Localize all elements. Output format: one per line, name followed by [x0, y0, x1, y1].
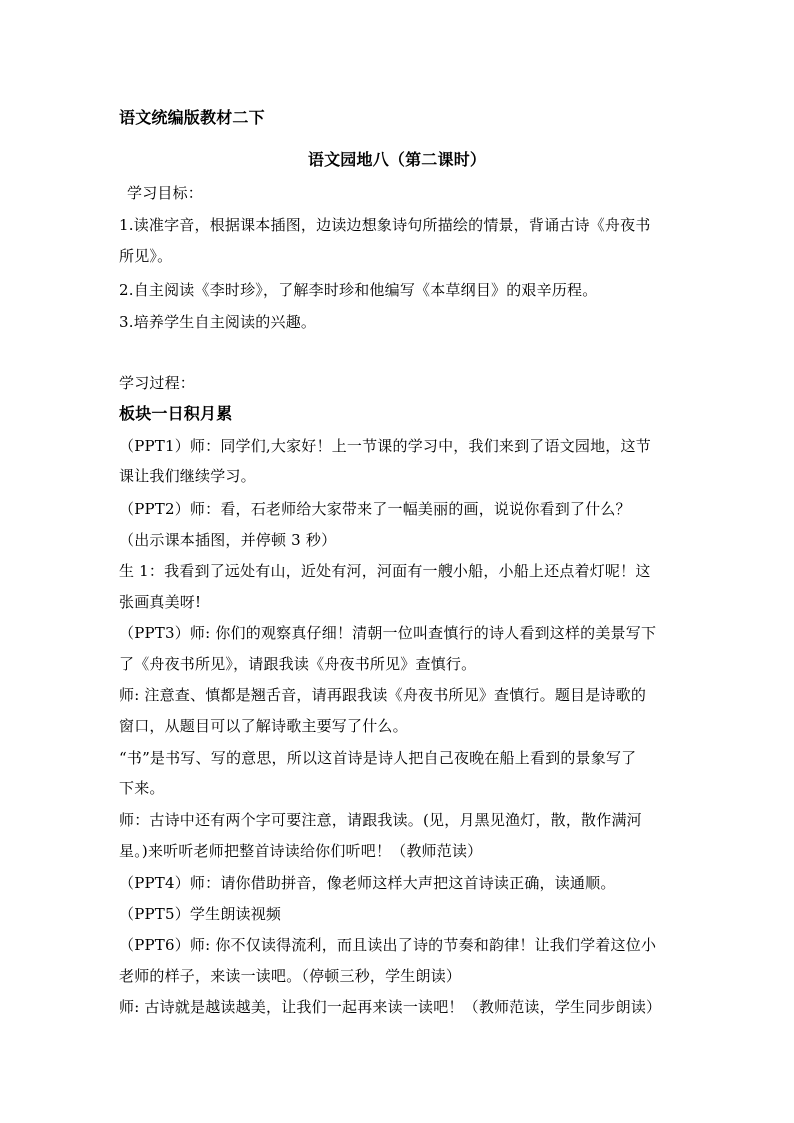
paragraph-line: （出示课本插图，并停顿 3 秒） [119, 531, 337, 549]
paragraph-line: （PPT3）师: 你们的观察真仔细！清朝一位叫查慎行的诗人看到这样的美景写下 [119, 624, 657, 642]
objective-line: 所见》。 [119, 247, 173, 265]
paragraph-line: （PPT1）师：同学们,大家好！上一节课的学习中，我们来到了语文园地，这节 [119, 437, 651, 455]
paragraph-line: 张画真美呀! [119, 593, 202, 611]
objective-line: 3.培养学生自主阅读的兴趣。 [119, 313, 317, 331]
paragraph-line: 生 1：我看到了远处有山，近处有河，河面有一艘小船，小船上还点着灯呢！这 [119, 562, 651, 580]
paragraph-line: 师：古诗中还有两个字可要注意，请跟我读。(见，月黑见渔灯，散，散作满河 [119, 811, 642, 829]
objective-line: 1.读准字音，根据课本插图，边读边想象诗句所描绘的情景，背诵古诗《舟夜书 [119, 216, 651, 234]
paragraph-line: 师: 古诗就是越读越美，让我们一起再来读一读吧！（教师范读，学生同步朗读） [119, 998, 662, 1016]
paragraph-line: （PPT4）师：请你借助拼音，像老师这样大声把这首诗读正确，读通顺。 [119, 874, 616, 892]
paragraph-line: （PPT2）师：看，石老师给大家带来了一幅美丽的画，说说你看到了什么？ [119, 500, 631, 518]
paragraph-line: 师: 注意查、慎都是翘舌音，请再跟我读《舟夜书所见》查慎行。题目是诗歌的 [119, 686, 647, 704]
process-label: 学习过程： [119, 374, 196, 392]
paragraph-line: （PPT6）师: 你不仅读得流利，而且读出了诗的节奏和韵律！让我们学着这位小 [119, 936, 657, 954]
document-header: 语文统编版教材二下 [119, 108, 265, 127]
paragraph-line: （PPT5）学生朗读视频 [119, 905, 282, 923]
paragraph-line: 了《舟夜书所见》，请跟我读《舟夜书所见》查慎行。 [119, 655, 477, 673]
paragraph-line: 下来。 [119, 779, 165, 797]
objective-line: 2.自主阅读《李时珍》，了解李时珍和他编写《本草纲目》的艰辛历程。 [119, 281, 598, 299]
section-title: 板块一日积月累 [119, 404, 233, 423]
paragraph-line: 窗口，从题目可以了解诗歌主要写了什么。 [119, 717, 408, 735]
paragraph-line: “书”是书写、写的意思，所以这首诗是诗人把自己夜晚在船上看到的景象写了 [119, 749, 637, 767]
paragraph-line: 老师的样子，来读一读吧。（停顿三秒，学生朗读） [119, 967, 462, 985]
document-title: 语文园地八（第二课时） [307, 150, 487, 169]
paragraph-line: 星。)来听听老师把整首诗读给你们听吧！（教师范读） [119, 842, 483, 860]
paragraph-line: 课让我们继续学习。 [119, 467, 256, 485]
objectives-label: 学习目标： [127, 184, 204, 202]
